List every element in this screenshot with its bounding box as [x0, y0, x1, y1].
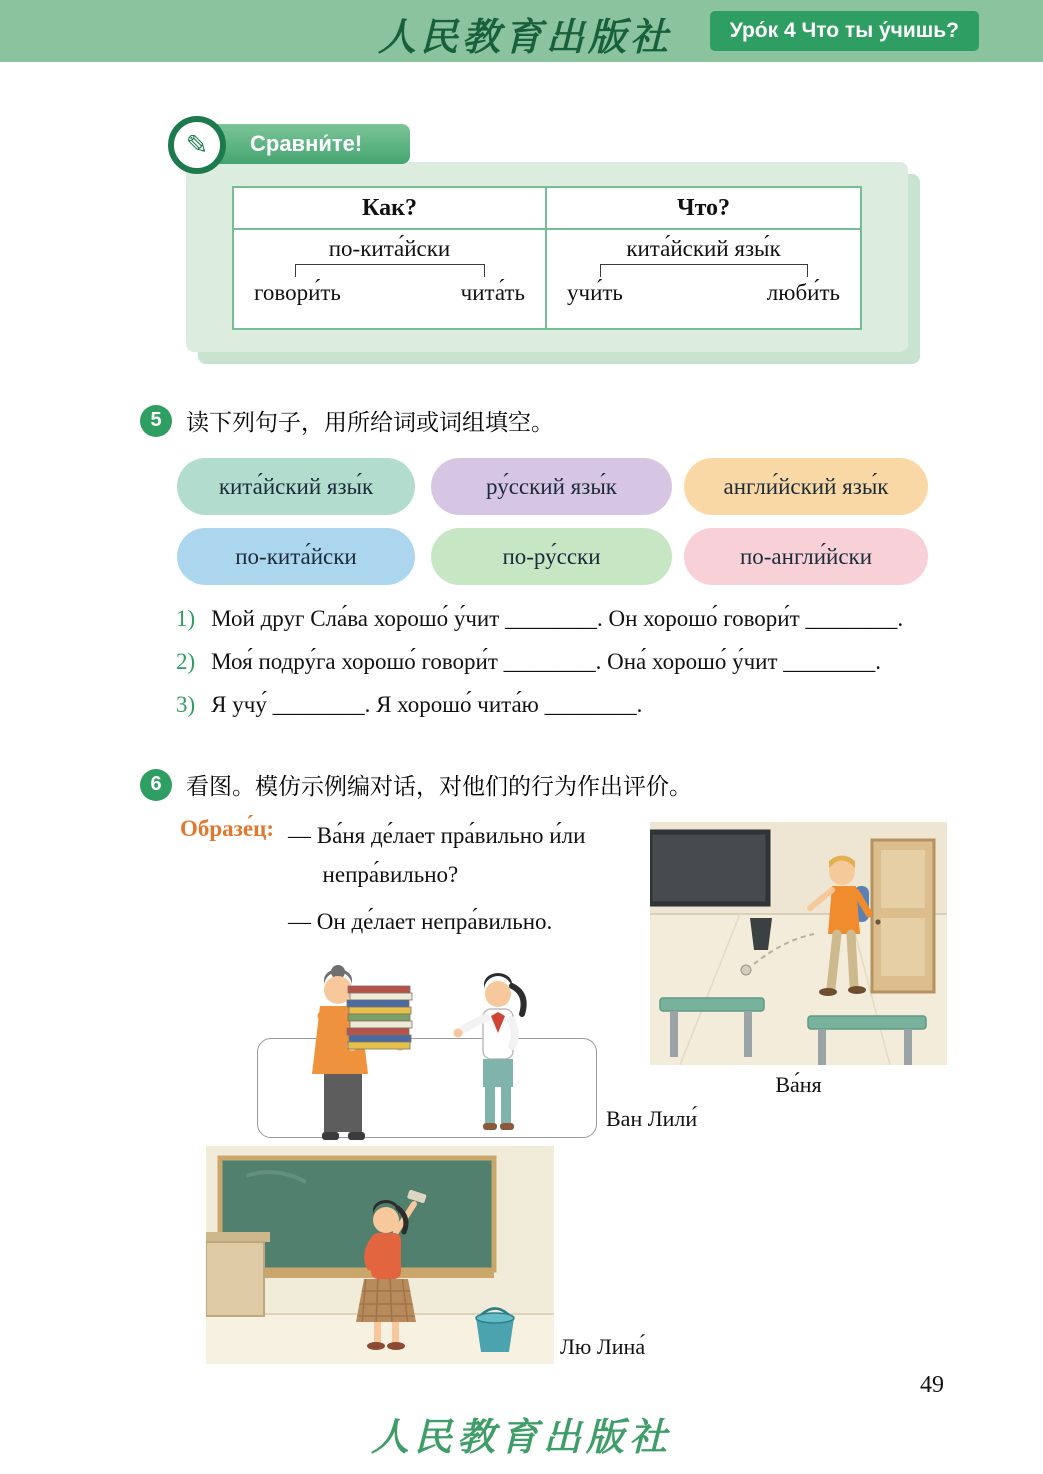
exercise-5-instruction: 读下列句子，用所给词或词组填空。 [186, 410, 554, 435]
bracket [600, 264, 808, 277]
sentence-item [176, 649, 903, 675]
word-po-kitayski: по-кита́йски [328, 236, 451, 261]
compare-table [232, 186, 862, 330]
exercise-5-header [140, 404, 554, 437]
compare-column-kak [234, 188, 547, 328]
liu-lina-illustration [206, 1146, 554, 1364]
caption-wang-lili: Ван Лили́ [606, 1106, 698, 1131]
blackboard-cleaning-scene [206, 1146, 554, 1364]
bracket [295, 264, 485, 277]
pencil-icon: ✎ [168, 116, 226, 174]
word-pill: по-англи́йски [684, 528, 928, 585]
sentence-text: Моя́ подру́га хорошо́ говори́т ________. Она́ хорошо́ у́чит ________. [211, 649, 882, 674]
compare-panel [186, 162, 908, 352]
sample-dialogue [288, 816, 636, 941]
caption-vanya: Ва́ня [775, 1072, 822, 1097]
sample-label: Образе́ц: [180, 816, 275, 841]
exercise-6-header [140, 768, 692, 801]
exercise-5-sentences [176, 606, 903, 735]
classroom-scene-vanya [650, 822, 947, 1065]
word-pill: ру́сский язы́к [431, 458, 672, 515]
word-uchit: учи́ть [567, 280, 623, 305]
sentence-number: 2) [176, 649, 196, 674]
publisher-logo: 人民教育出版社 [378, 17, 673, 59]
publisher-logo-footer: 人民教育出版社 [370, 1417, 672, 1459]
sample-block [180, 816, 636, 941]
dialogue-line: — Он де́лает непра́вильно. [288, 909, 553, 935]
sentence-text: Я учу́ ________. Я хорошо́ чита́ю ________. [211, 692, 643, 717]
caption-liu-lina: Лю Лина́ [560, 1334, 646, 1359]
exercise-6-number: 6 [140, 769, 172, 801]
word-kitayskiy-yazyk: кита́йский язы́к [626, 236, 781, 261]
word-pill: англи́йский язы́к [684, 458, 928, 515]
word-pill: по-кита́йски [177, 528, 415, 585]
word-govorit: говори́ть [254, 280, 341, 305]
word-chitat: чита́ть [460, 280, 525, 305]
compare-col-header-kak: Как? [234, 188, 545, 230]
teacher-and-girl-scene [262, 962, 572, 1158]
word-pill: по-ру́сски [431, 528, 672, 585]
sentence-item [176, 606, 903, 632]
sentence-item [176, 692, 903, 718]
compare-tab-label: Сравни́те! [198, 124, 410, 164]
exercise-6-instruction: 看图。模仿示例编对话，对他们的行为作出评价。 [186, 774, 692, 799]
exercise-5-number: 5 [140, 405, 172, 437]
word-lyubit: люби́ть [766, 280, 840, 305]
sentence-number: 3) [176, 692, 196, 717]
lesson-title: Уро́к 4 Что ты у́чишь? [710, 11, 979, 51]
word-pill: кита́йский язы́к [177, 458, 415, 515]
wang-lili-illustration [262, 962, 572, 1158]
vanya-illustration [650, 822, 947, 1065]
compare-col-header-chto: Что? [547, 188, 860, 230]
page-number: 49 [920, 1372, 944, 1398]
compare-column-chto [547, 188, 860, 328]
sentence-text: Мой друг Сла́ва хорошо́ у́чит ________. Он хорошо́ говори́т ________. [211, 606, 904, 631]
page-header [0, 0, 1043, 62]
sentence-number: 1) [176, 606, 196, 631]
dialogue-line: — Ва́ня де́лает пра́вильно и́ли непра́вильно? [288, 823, 586, 888]
